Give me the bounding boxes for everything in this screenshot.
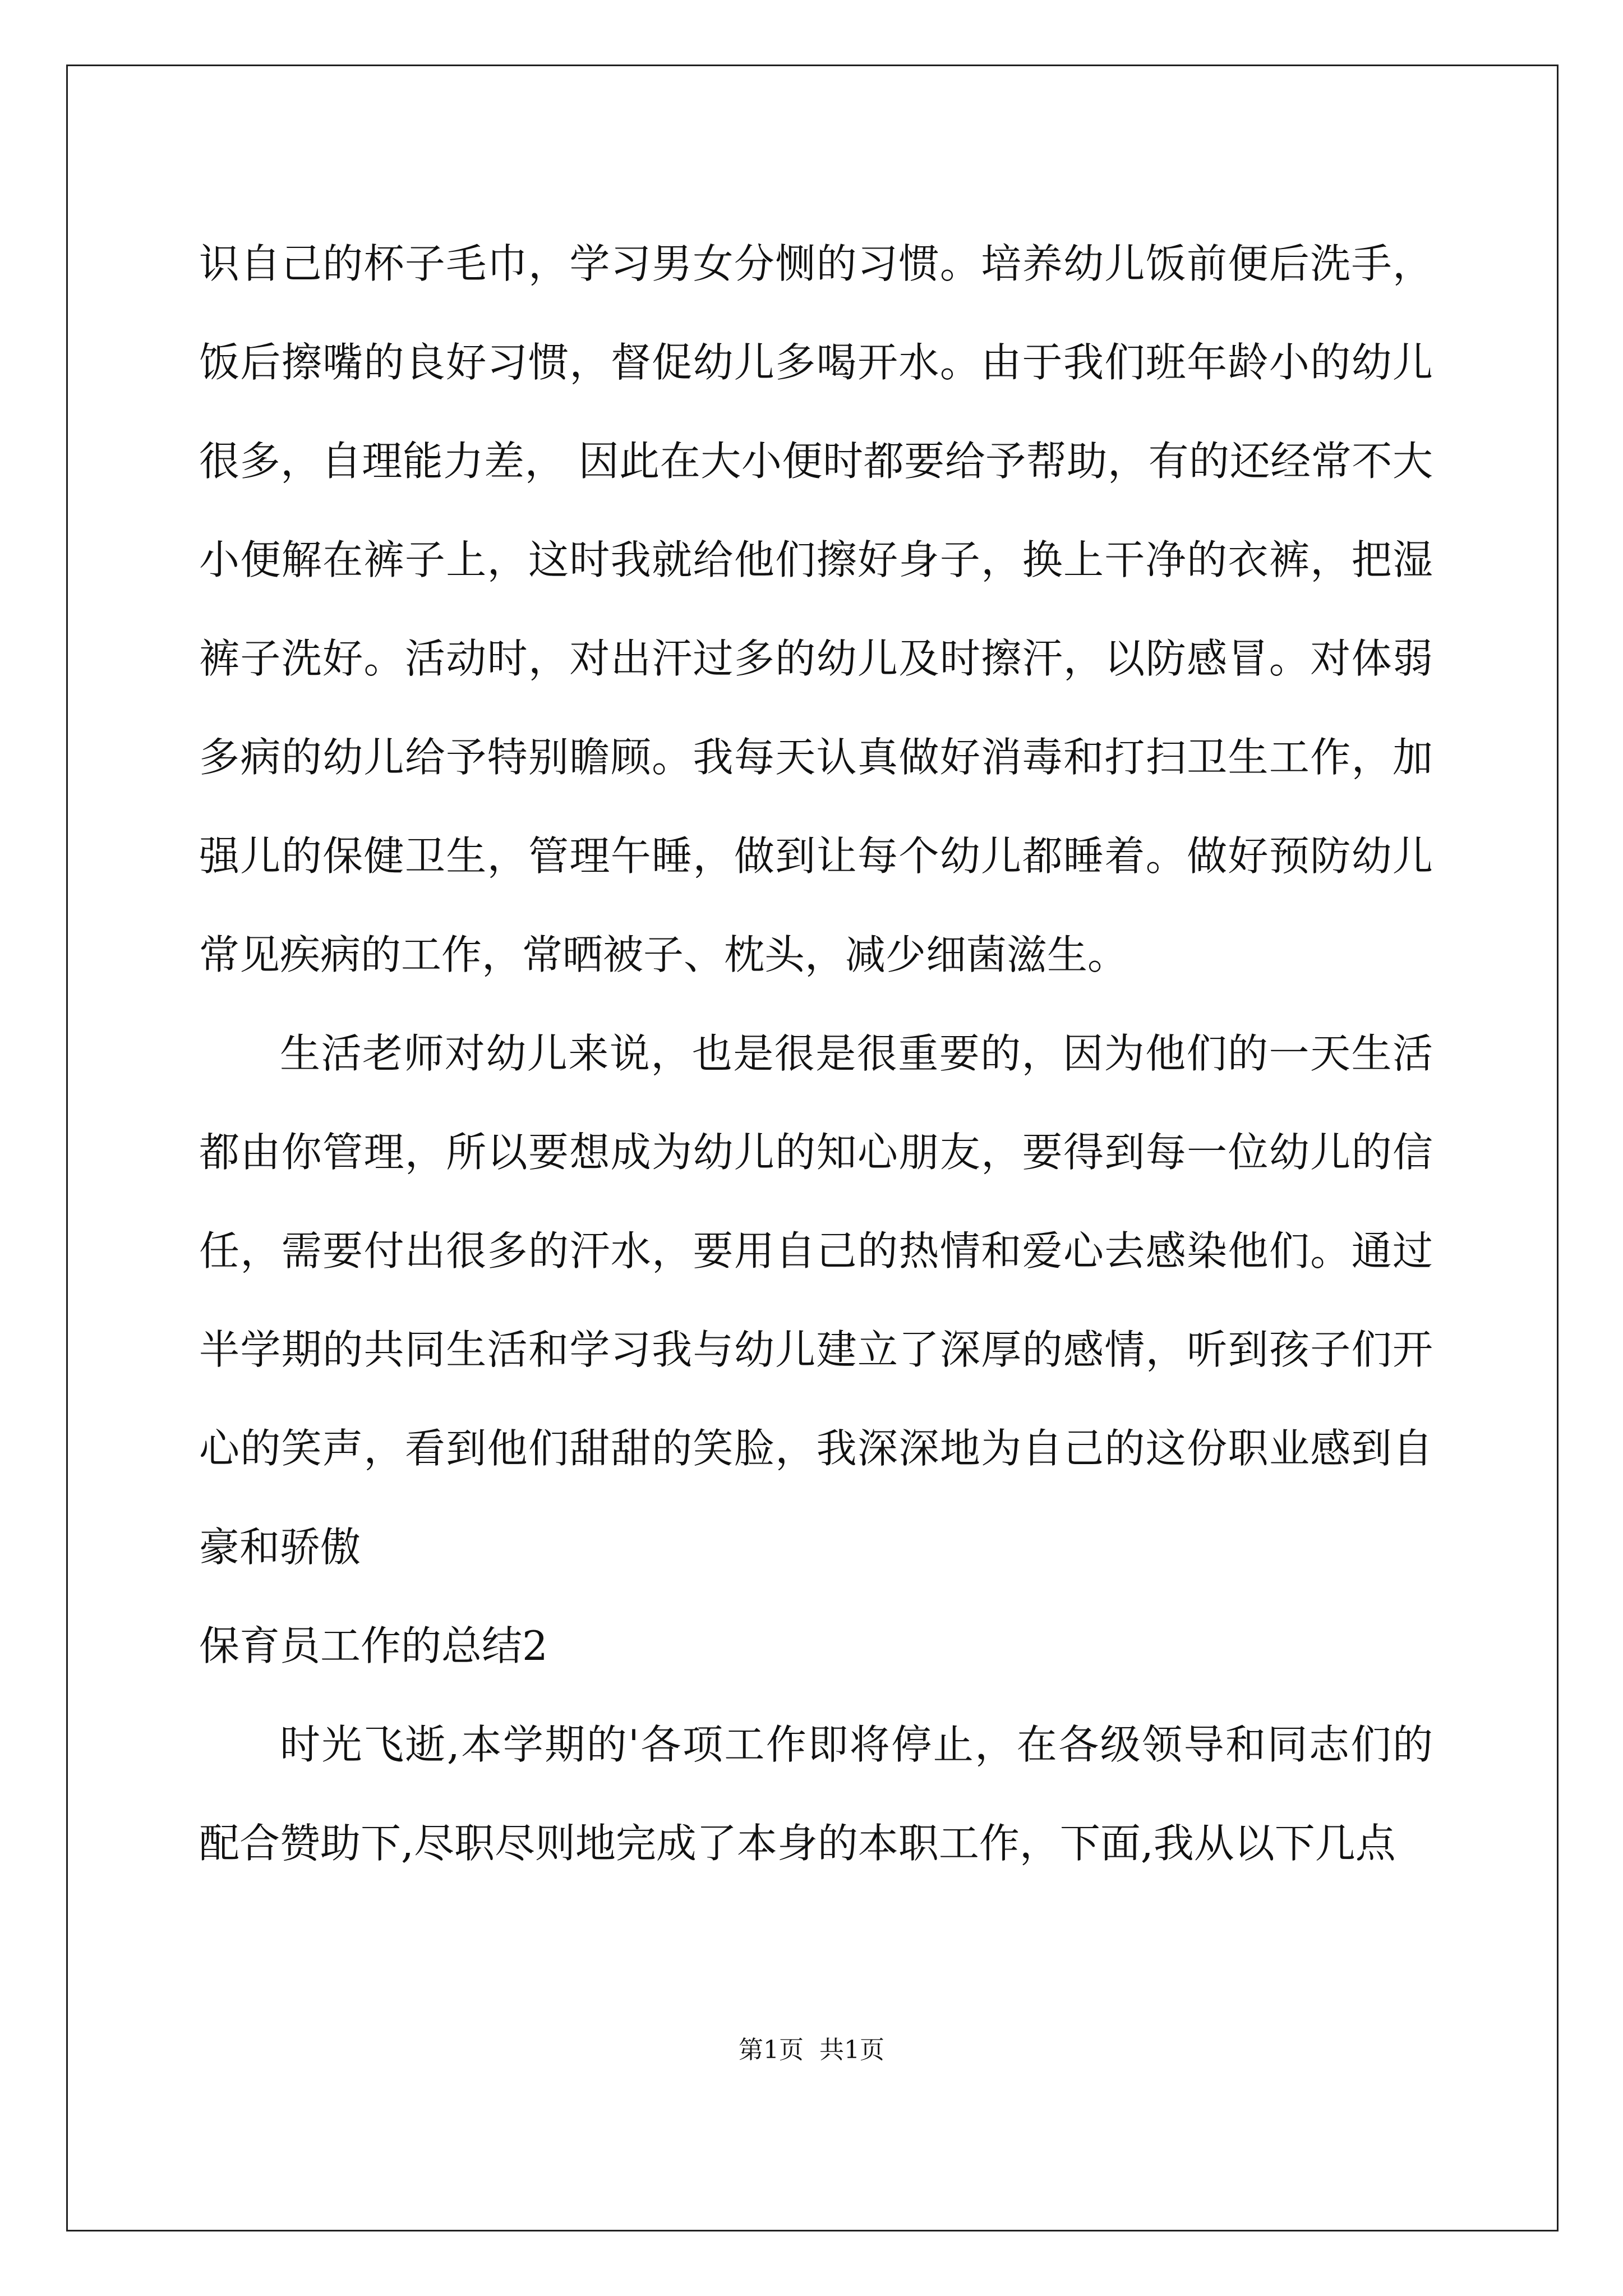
- document-body: [199, 214, 1433, 1893]
- text-line: 生活老师对幼儿来说，也是很是很重要的，因为他们的一天生活: [280, 1030, 1433, 1077]
- paragraph: [199, 1004, 1433, 1596]
- text-line: 识自己的杯子毛巾，学习男女分恻的习惯。培养幼儿饭前便后洗手，: [199, 240, 1433, 287]
- text-line: 任，需要付出很多的汗水，要用自己的热情和爱心去感染他们。通过: [199, 1227, 1433, 1274]
- section-after-heading: [199, 1695, 1433, 1893]
- text-line: 饭后擦嘴的良好习惯，督促幼儿多喝开水。由于我们班年龄小的幼儿: [199, 339, 1433, 386]
- text-line: 多病的幼儿给予特别瞻顾。我每天认真做好消毒和打扫卫生工作，加: [199, 734, 1433, 781]
- text-line: 常见疾病的工作，常晒被子、枕头，减少细菌滋生。: [199, 931, 1128, 978]
- text-line: 都由你管理，所以要想成为幼儿的知心朋友，要得到每一位幼儿的信: [199, 1129, 1433, 1176]
- text-line: 很多，自理能力差， 因此在大小便时都要给予帮助，有的还经常不大: [199, 438, 1433, 485]
- text-line: 配合赞助下,尽职尽则地完成了本身的本职工作，下面,我从以下几点: [199, 1820, 1396, 1867]
- text-line: 半学期的共同生活和学习我与幼儿建立了深厚的感情，听到孩子们开: [199, 1326, 1433, 1373]
- text-line: 裤子洗好。活动时，对出汗过多的幼儿及时擦汗，以防感冒。对体弱: [199, 635, 1433, 682]
- text-line: 豪和骄傲: [199, 1524, 361, 1571]
- text-line: 小便解在裤子上，这时我就给他们擦好身子，换上干净的衣裤，把湿: [199, 536, 1433, 583]
- section-heading: 保育员工作的总结2: [199, 1622, 548, 1669]
- paragraph: [199, 214, 1433, 1004]
- section-before-heading: [199, 214, 1433, 1596]
- text-line: 心的笑声，看到他们甜甜的笑脸，我深深地为自己的这份职业感到自: [199, 1425, 1433, 1472]
- page-footer: 第1页 共1页: [739, 2036, 884, 2064]
- paragraph: [199, 1695, 1433, 1893]
- text-line: 时光飞逝,本学期的'各项工作即将停止，在各级领导和同志们的: [280, 1721, 1433, 1768]
- text-line: 强儿的保健卫生，管理午睡，做到让每个幼儿都睡着。做好预防幼儿: [199, 832, 1433, 880]
